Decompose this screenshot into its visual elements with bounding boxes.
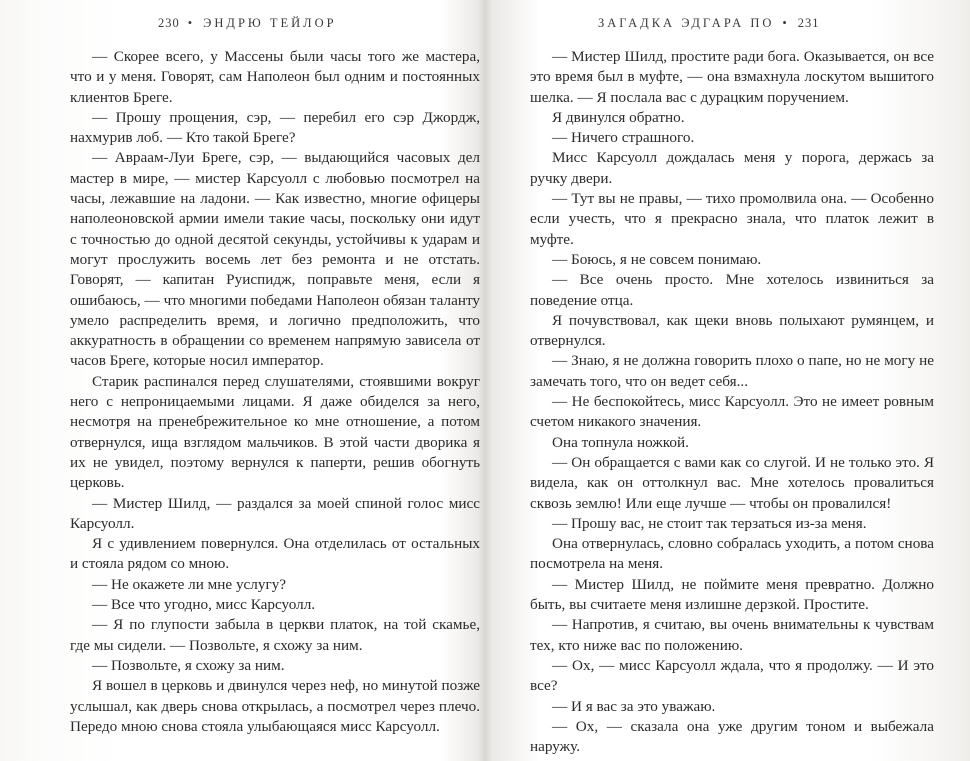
- paragraph: — Не окажете ли мне услугу?: [92, 575, 287, 593]
- left-head-title: ЭНДРЮ ТЕЙЛОР: [203, 16, 337, 30]
- right-page-text: [530, 47, 934, 757]
- paragraph: Мисс Карсуолл дождалась меня у порога, держась за ручку двери.: [530, 149, 934, 187]
- paragraph: — Прошу прощения, сэр, — перебил его сэр Джордж, нахмурив лоб. — Кто такой Бреге?: [70, 108, 480, 147]
- paragraph: — Боюсь, я не совсем понимаю.: [552, 250, 762, 268]
- right-page-number: 231: [797, 16, 820, 30]
- paragraph: — И я вас за это уважаю.: [552, 697, 716, 715]
- left-page-text: [70, 47, 480, 737]
- paragraph: — Все что угодно, мисс Карсуолл.: [92, 596, 316, 614]
- paragraph: — Авраам-Луи Бреге, сэр, — выдающийся часовых дел мастер в мире, — мистер Карсуолл с любовью посмотрел на часы, лежавшие на ладони. — Как известно, многие офицеры наполеоновской армии имели такие часы, поскольку они идут с точностью до одной десятой секунды, устойчивы к ударам и могут прослужить восемь лет без ремонта и не отстать. Говорят, — капитан Руиспидж, поправьте меня, если я ошибаюсь, — что многими победами Наполеон обязан таланту умело распределить время, и логично предположить, что аккуратность в обращении со временем напрямую зависела от часов Бреге, которые носил император.: [70, 149, 480, 370]
- paragraph: Она отвернулась, словно собралась уходить, а потом снова посмотрела на меня.: [530, 535, 934, 573]
- right-running-head: [598, 16, 820, 31]
- paragraph: — Не беспокойтесь, мисс Карсуолл. Это не имеет ровным счетом никакого значения.: [530, 393, 934, 431]
- paragraph: — Мистер Шилд, — раздался за моей спиной голос мисс Карсуолл.: [70, 494, 480, 532]
- paragraph: — Знаю, я не должна говорить плохо о папе, но не могу не замечать того, что он ведет себя...: [530, 352, 934, 390]
- right-head-title: ЗАГАДКА ЭДГАРА ПО: [598, 16, 775, 30]
- paragraph: Я почувствовал, как щеки вновь полыхают румянцем, и отвернулся.: [530, 311, 934, 350]
- paragraph: Я двинулся обратно.: [552, 108, 685, 126]
- right-head-bullet: •: [782, 16, 790, 30]
- paragraph: — Ничего страшного.: [552, 129, 695, 147]
- paragraph: — Ох, — мисс Карсуолл ждала, что я продолжу. — И это все?: [530, 656, 934, 695]
- paragraph: — Тут вы не правы, — тихо промолвила она. — Особенно если учесть, что я прекрасно знала, что платок лежит в муфте.: [530, 190, 934, 248]
- right-page: [530, 0, 934, 761]
- paragraph: — Скорее всего, у Массены были часы того же мастера, что и у меня. Говорят, сам Наполеон был одним и постоянных клиентов Бреге.: [70, 48, 480, 106]
- paragraph: — Позвольте, я схожу за ним.: [92, 656, 285, 674]
- paragraph: — Он обращается с вами как со слугой. И не только это. Я видела, как он оттолкнул вас. Мне хотелось провалиться сквозь землю! Или еще лучше — чтобы он провалился!: [530, 453, 934, 512]
- paragraph: Я вошел в церковь и двинулся через неф, но минутой позже услышал, как дверь снова открылась, а посмотрел через плечо. Передо мною снова стояла улыбающаяся мисс Карсуолл.: [70, 677, 480, 735]
- paragraph: — Ох, — сказала она уже другим тоном и выбежала наружу.: [530, 717, 934, 756]
- paragraph: — Мистер Шилд, простите ради бога. Оказывается, он все это время был в муфте, — она взмахнула лоскутом вышитого шелка. — Я послала вас с дурацким поручением.: [530, 48, 934, 106]
- paragraph: — Все очень просто. Мне хотелось извиниться за поведение отца.: [530, 271, 934, 309]
- left-running-head: [158, 16, 337, 31]
- paragraph: Я с удивлением повернулся. Она отделилась от остальных и стояла рядом со мною.: [70, 535, 480, 573]
- left-head-bullet: •: [187, 16, 196, 30]
- paragraph: Старик распинался перед слушателями, стоявшими вокруг него с непроницаемыми лицами. Я даже обиделся за него, несмотря на пренебрежительное ко мне отношение, а потом отвернулся, ища взглядом мальчиков. В этой части дворика я их не увидел, поэтому вернулся к паперти, решив обогнуть церковь.: [70, 372, 480, 492]
- paragraph: — Мистер Шилд, не поймите меня превратно. Должно быть, вы считаете меня излишне дерзкой. Простите.: [530, 575, 934, 614]
- paragraph: Она топнула ножкой.: [552, 433, 689, 451]
- paragraph: — Напротив, я считаю, вы очень внимательны к чувствам тех, кто ниже вас по положению.: [530, 616, 934, 654]
- paragraph: — Прошу вас, не стоит так терзаться из-за меня.: [552, 514, 867, 532]
- left-page: [70, 0, 480, 761]
- left-page-number: 230: [158, 16, 180, 30]
- paragraph: — Я по глупости забыла в церкви платок, на той скамье, где мы сидели. — Позвольте, я схожу за ним.: [70, 616, 480, 654]
